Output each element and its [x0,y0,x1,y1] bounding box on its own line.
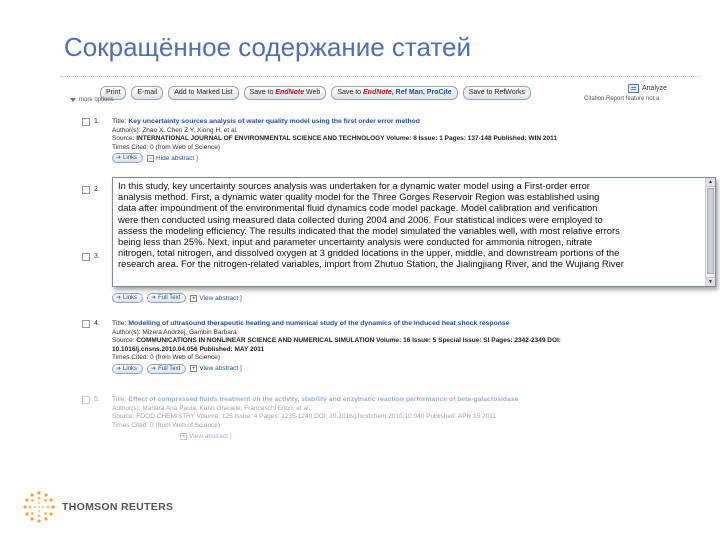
results-toolbar [100,86,531,100]
record-authors: Author(s): Zhao X, Chen Z Y, Xiong H, et al. [112,126,238,134]
record-number: 3. [94,253,100,260]
more-options-toggle[interactable]: more options [70,97,114,103]
record-number: 2. [94,186,100,193]
record-checkbox[interactable] [82,186,90,194]
thomson-reuters-logo [22,490,173,524]
abstract-line: data after impoundment of the environmental fluid dynamics code model package. Model calibration and verification [118,202,598,214]
view-abstract-toggle[interactable]: + View abstract ] [192,294,242,302]
record-times-cited: Times Cited: 0 (from Web of Science) [112,143,221,151]
abstract-line: analysis method. First, a dynamic water quality model for the Three Gorges Reservoir Region was established using [118,191,600,203]
abstract-line: In this study, key uncertainty sources analysis was undertaken for a dynamic water model using a First-order error [118,180,590,191]
record-authors: Author(s): Mizera Andrzej, Gambin Barbara [112,328,237,336]
arrow-right-icon: ➜ [116,155,122,161]
record-title-link[interactable]: Key uncertainty sources analysis of water quality model using the first order error method [128,118,420,125]
record-checkbox[interactable] [82,253,90,261]
record-times-cited: Times Cited: 0 (from Web of Science) [112,421,221,429]
record-title-link[interactable]: Effect of compressed fluids treatment on the activity, stability and enzymatic reaction performance of beta-galactosidase [128,396,519,403]
abstract-popup [112,177,716,287]
record-times-cited: Times Cited: 0 (from Web of Science) [112,354,221,361]
record-title-link[interactable]: Modelling of ultrasound therapeutic heating and numerical study of the dynamics of the induced heat shock response [128,320,510,327]
scrollbar-thumb[interactable] [707,188,714,274]
expand-icon: + [192,295,196,302]
record-checkbox[interactable] [82,320,90,328]
thomson-reuters-logo-icon [22,490,56,524]
expand-icon: + [192,366,196,372]
record-number: 4. [94,320,100,327]
hide-abstract-toggle[interactable]: − Hide abstract ] [148,154,198,162]
slide-title: Сокращённое содержание статей [64,32,472,62]
add-to-marked-list-button[interactable]: Add to Marked List [168,86,238,100]
arrow-right-icon: ➜ [116,365,122,372]
citation-report-note: Citation Report feature not a [584,96,660,102]
record-authors: Author(s): Manara Ana Paula, Kuhn Graciele, Franceschi Elton, et al. [112,404,311,412]
record-number: 5. [94,396,100,403]
record-source-continued: 10.1016/j.cnsns.2010.04.056 Published: MAY 2011 [112,345,265,353]
save-to-endnote-web-button[interactable]: Save to EndNote Web [244,86,327,100]
expand-arrow-icon [70,98,76,102]
analyze-results-link[interactable]: Analyze [628,84,667,93]
full-text-button[interactable]: ➜ Full Text [147,293,186,303]
full-text-button[interactable]: ➜ Full Text [147,364,186,374]
abstract-line: research area. For the nitrogen-related variables, import from Zhutuo Station, the Jialingjiang River, and the Wujiang River [118,258,624,270]
abstract-line: nitrogen, total nitrogen, and dissolved oxygen at 3 gridded locations in the upper, middle, and downstream portions of the [118,247,620,259]
record-checkbox[interactable] [82,396,90,404]
scroll-up-arrow-icon[interactable]: ▲ [706,178,715,187]
scroll-down-arrow-icon[interactable]: ▼ [706,277,715,286]
links-button[interactable]: ➜ Links [112,293,143,303]
record-checkbox[interactable] [82,118,90,126]
save-to-refworks-button[interactable]: Save to RefWorks [463,86,531,100]
abstract-line: were then conducted using measured data collected during 2004 and 2006. Four statistical indices were employed to [118,213,603,225]
view-abstract-toggle[interactable]: + View abstract ] [181,432,232,440]
abstract-scrollbar[interactable] [705,178,715,286]
print-button[interactable]: Print [100,86,126,100]
save-to-endnote-refman-procite-button[interactable]: Save to EndNote, Ref Man, ProCite [331,86,457,100]
record-number: 1. [94,118,100,125]
record-source: Source: COMMUNICATIONS IN NONLINEAR SCIENCE AND NUMERICAL SIMULATION Volume: 16 Issue: 5 Special Issue: SI Pages: 2342-2349 DOI: [112,337,561,344]
email-button[interactable]: E-mail [131,86,163,100]
record-source: Source: FOOD CHEMISTRY Volume: 125 Issue: 4 Pages: 1235-1240 DOI: 10.1016/j.foodchem.2010.10.040 Published: APR 15 2011 [112,413,497,420]
analyze-icon [628,84,639,93]
abstract-line: being less than 25%. Next, input and parameter uncertainty analysis were conducted for ammonia nitrogen, nitrate [118,236,593,248]
thomson-reuters-logo-text: THOMSON REUTERS [62,501,174,513]
title-divider [60,76,700,77]
links-button[interactable]: ➜ Links [112,153,143,163]
collapse-icon: − [148,155,153,162]
record-source: Source: INTERNATIONAL JOURNAL OF ENVIRONMENTAL SCIENCE AND TECHNOLOGY Volume: 8 Issue: 1 Pages: 137-148 Published: WIN 2011 [112,135,557,142]
links-button[interactable]: ➜ Links [112,364,143,374]
arrow-right-icon: ➜ [151,295,157,301]
abstract-text [118,180,704,270]
view-abstract-toggle[interactable]: + View abstract ] [192,365,242,372]
arrow-right-icon: ➜ [116,295,122,301]
abstract-line: assess the modeling efficiency. The results indicated that the model simulated the variables well, with most relative errors [118,224,620,236]
arrow-right-icon: ➜ [151,365,157,372]
expand-icon: + [181,433,186,440]
